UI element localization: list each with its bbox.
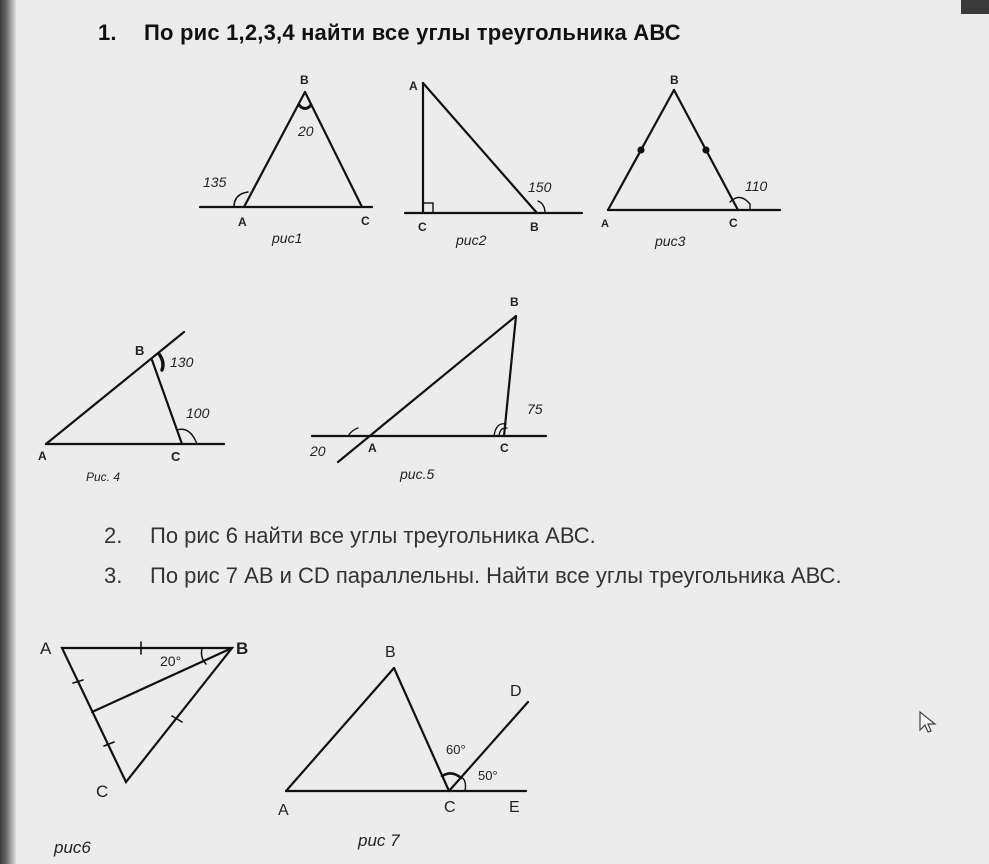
fig4-angle-b-arc: [159, 354, 163, 370]
question-2-text: По рис 6 найти все углы треугольника АВС.: [150, 523, 596, 548]
fig4-angle-b: 130: [170, 354, 194, 370]
fig7-label-b: B: [385, 644, 396, 661]
fig1-label-c: C: [361, 214, 370, 228]
fig2-label-c: C: [418, 220, 427, 234]
question-3-number: 3.: [104, 563, 123, 588]
fig4-line-ab-extended: [46, 332, 184, 444]
fig4-angle-c: 100: [186, 405, 210, 421]
fig3-caption: рис3: [655, 233, 686, 249]
fig5-angle-a: 20: [310, 443, 326, 459]
fig5-side-bc: [504, 316, 516, 436]
fig5-line-ab-extended: [338, 316, 516, 462]
figure-6: [62, 642, 232, 782]
fig6-label-b: B: [236, 639, 249, 658]
fig4-label-c: C: [171, 449, 181, 464]
fig7-label-e: E: [509, 799, 520, 816]
fig6-caption: рис6: [54, 838, 91, 857]
fig4-side-bc: [152, 360, 182, 444]
fig7-angle-2: 50°: [478, 768, 498, 783]
fig3-angle-ext: 110: [745, 178, 768, 194]
fig4-label-a: A: [38, 449, 47, 463]
fig1-angle-ext: 135: [203, 174, 227, 190]
fig1-caption: рис1: [272, 230, 303, 246]
fig5-label-b: B: [510, 295, 519, 309]
fig2-side-ab: [423, 83, 537, 213]
fig1-angle-b-arc: [299, 105, 311, 109]
question-1-text: По рис 1,2,3,4 найти все углы треугольника АВС: [144, 20, 681, 45]
fig3-label-a: A: [601, 218, 609, 230]
fig5-label-c: C: [500, 441, 509, 455]
fig1-angle-top: 20: [298, 123, 314, 139]
fig5-caption: рис.5: [400, 466, 435, 482]
figure-5: [312, 316, 546, 462]
fig7-side-bc: [394, 668, 449, 791]
fig7-label-d: D: [510, 683, 522, 700]
fig6-label-a: A: [40, 639, 52, 658]
fig3-label-b: B: [670, 73, 679, 87]
fig7-side-ab: [286, 668, 394, 791]
fig7-label-c: C: [444, 799, 456, 816]
fig3-tick-ab: [639, 148, 644, 153]
fig2-angle-ext-arc: [538, 201, 545, 213]
fig5-label-a: A: [368, 441, 377, 455]
fig6-angle: 20°: [160, 653, 182, 669]
mouse-pointer-icon: [918, 710, 938, 736]
fig2-right-angle-mark: [423, 203, 433, 213]
figure-2: [405, 83, 582, 213]
fig7-angle-1: 60°: [446, 742, 466, 757]
fig4-label-b: B: [135, 343, 145, 358]
fig4-caption: Рис. 4: [86, 470, 121, 484]
fig3-angle-ext-arc: [730, 197, 750, 210]
question-2-number: 2.: [104, 523, 123, 548]
fig2-caption: рис2: [456, 232, 487, 248]
fig5-angle-c: 75: [527, 401, 543, 417]
fig1-label-b: B: [300, 73, 309, 87]
fig1-label-a: A: [238, 215, 247, 229]
fig6-label-c: C: [96, 782, 109, 801]
fig7-angle-60-arc: [442, 773, 461, 778]
fig1-side-bc: [305, 92, 362, 207]
fig1-side-ab: [244, 92, 305, 207]
fig6-triangle: [62, 648, 232, 782]
fig7-label-a: A: [278, 802, 289, 819]
fig3-label-c: C: [729, 216, 738, 230]
fig2-label-b: B: [530, 220, 539, 234]
fig7-caption: рис 7: [358, 831, 400, 850]
fig3-tick-bc: [704, 148, 709, 153]
fig2-label-a: A: [409, 79, 418, 93]
question-3-text: По рис 7 АВ и CD параллельны. Найти все углы треугольника АВС.: [150, 563, 842, 588]
question-1-number: 1.: [98, 20, 117, 45]
fig2-angle-ext: 150: [528, 179, 552, 195]
fig5-angle-a-arc: [348, 428, 358, 436]
fig5-angle-c-arc-2: [499, 428, 507, 436]
